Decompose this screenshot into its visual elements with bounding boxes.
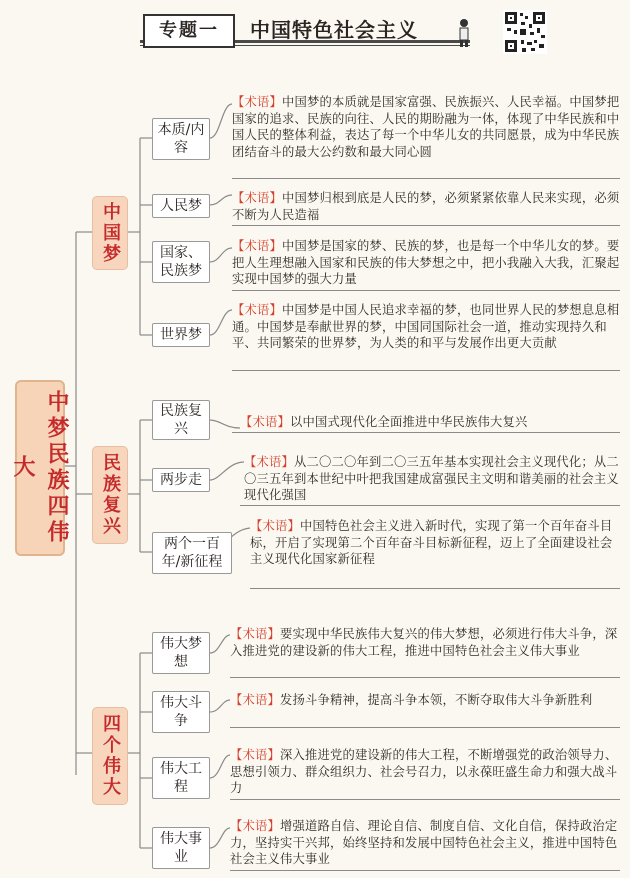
leaf-underline <box>232 178 620 179</box>
leaf-underline <box>230 677 620 678</box>
leaf-nation-dream: 【术语】中国梦是国家的梦、民族的梦，也是每一个中华儿女的梦。要把人生理想融入国家和民族的伟大梦想之中，把小我融入大我，汇聚起实现中国梦的强大力量 <box>232 239 620 286</box>
leaf-underline <box>240 505 620 506</box>
leaf-underline <box>232 290 620 291</box>
topic-tag: 专题一 <box>143 14 235 48</box>
category-four-greats: 四个伟大 <box>92 707 128 805</box>
leaf-underline <box>250 588 620 589</box>
leaf-underline <box>232 370 620 371</box>
root-node: 中梦民族四伟大 <box>15 380 65 556</box>
sub-rejuvenation: 民族复兴 <box>152 400 210 440</box>
sub-great-struggle: 伟大斗争 <box>152 691 210 733</box>
leaf-two-steps: 【术语】从二〇二〇年到二〇三五年基本实现社会主义现代化；从二〇三五年到本世纪中叶把我国建成富强民主文明和谐美丽的社会主义现代化强国 <box>244 455 619 502</box>
sub-nation-dream: 国家、民族梦 <box>152 241 210 283</box>
sub-two-centenary: 两个一百年/新征程 <box>152 532 232 574</box>
leaf-underline <box>230 727 620 728</box>
leaf-essence: 【术语】中国梦的本质就是国家富强、民族振兴、人民幸福。中国梦把国家的追求、民族的向往、人民的期盼融为一体，体现了中华民族和中国人民的整体利益，表达了每一个中华儿女的共同愿景，成为中华民族团结奋斗的最大公约数和最大同心圆 <box>232 95 620 159</box>
leaf-underline <box>230 870 620 871</box>
leaf-great-struggle: 【术语】发扬斗争精神，提高斗争本领，不断夺取伟大斗争新胜利 <box>230 693 593 707</box>
sub-great-dream: 伟大梦想 <box>152 632 210 674</box>
leaf-underline <box>232 432 620 433</box>
leaf-underline <box>230 799 620 800</box>
sub-people-dream: 人民梦 <box>152 194 210 218</box>
leaf-great-project: 【术语】深入推进党的建设新的伟大工程，不断增强党的政治领导力、思想引领力、群众组织力、社会号召力，以永葆旺盛生命力和强大战斗力 <box>230 748 618 795</box>
page-title: 中国特色社会主义 <box>250 18 418 42</box>
leaf-rejuvenation: 【术语】以中国式现代化全面推进中华民族伟大复兴 <box>240 415 528 429</box>
leaf-two-centenary: 【术语】中国特色社会主义进入新时代，实现了第一个百年奋斗目标，开启了实现第二个百年奋斗目标新征程，迈上了全面建设社会主义现代化国家新征程 <box>250 519 613 566</box>
sub-great-cause: 伟大事业 <box>152 827 210 869</box>
sub-great-project: 伟大工程 <box>152 757 210 799</box>
category-national-rejuvenation: 民族复兴 <box>92 446 128 544</box>
category-chinese-dream: 中国梦 <box>92 196 128 270</box>
sub-essence: 本质/内容 <box>152 118 210 160</box>
sub-world-dream: 世界梦 <box>152 323 210 347</box>
leaf-world-dream: 【术语】中国梦是中国人民追求幸福的梦，也同世界人民的梦想息息相通。中国梦是奉献世界的梦，中国同国际社会一道，推动实现持久和平、共同繁荣的世界梦，为人类的和平与发展作出更大贡献 <box>232 303 620 350</box>
leaf-great-cause: 【术语】增强道路自信、理论自信、制度自信、文化自信，保持政治定力，坚持实干兴邦，始终坚持和发展中国特色社会主义，推进中国特色社会主义伟大事业 <box>230 819 618 866</box>
sub-two-steps: 两步走 <box>152 468 210 492</box>
leaf-underline <box>232 225 620 226</box>
leaf-great-dream: 【术语】要实现中华民族伟大复兴的伟大梦想，必须进行伟大斗争，深入推进党的建设新的伟大工程，推进中国特色社会主义伟大事业 <box>230 627 618 658</box>
leaf-people-dream: 【术语】中国梦归根到底是人民的梦，必须紧紧依靠人民来实现，必须不断为人民造福 <box>232 191 620 222</box>
